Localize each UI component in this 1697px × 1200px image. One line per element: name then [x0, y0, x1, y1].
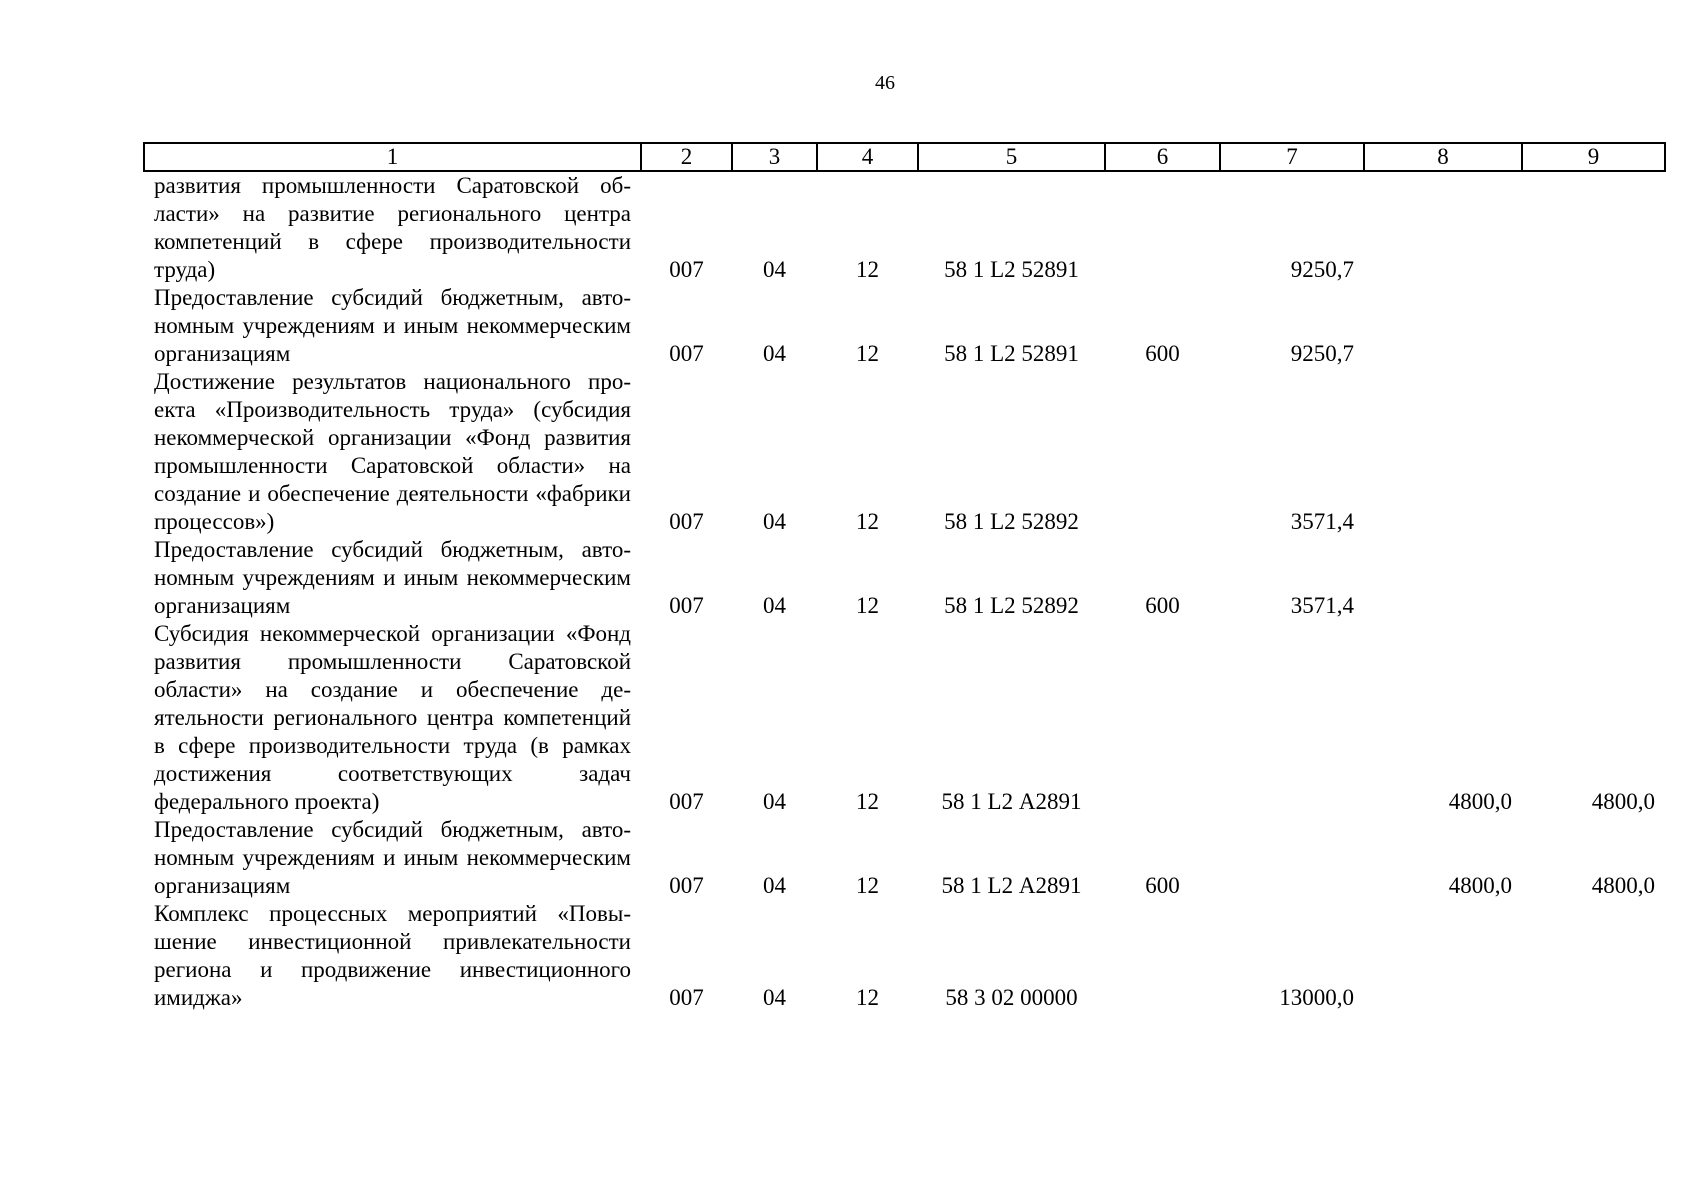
header-col-2: 2 [641, 143, 732, 171]
cell-subsection: 12 [856, 593, 879, 618]
cell-ministry-code: 007 [669, 341, 704, 366]
cell-ministry-code: 007 [669, 509, 704, 534]
cell-amount-col7: 3571,4 [1290, 509, 1354, 534]
row-description: Комплекс процессных мероприятий «Повышение инвестиционной привлекательности региона и продвижение инвестиционного имиджа» [154, 901, 631, 1010]
cell-amount-col9 [1522, 368, 1665, 536]
header-col-1: 1 [144, 143, 641, 171]
header-col-8: 8 [1364, 143, 1522, 171]
cell-section: 04 [763, 985, 786, 1010]
cell-section: 04 [763, 341, 786, 366]
cell-amount-col7: 3571,4 [1290, 593, 1354, 618]
header-col-6: 6 [1105, 143, 1220, 171]
row-description: Достижение результатов национального проекта «Производительность труда» (субсидия некоммерческой организации «Фонд развития промышленности Саратовской области» на создание и обеспечение деятельности «фабрики процессов») [154, 369, 631, 534]
cell-expense-type [1105, 620, 1220, 816]
cell-subsection: 12 [856, 873, 879, 898]
cell-amount-col7: 13000,0 [1279, 985, 1354, 1010]
cell-subsection: 12 [856, 257, 879, 282]
cell-amount-col7 [1220, 816, 1364, 900]
cell-target-article: 58 1 L2 52892 [944, 593, 1079, 618]
cell-amount-col9 [1522, 536, 1665, 620]
cell-amount-col8 [1364, 284, 1522, 368]
cell-amount-col8: 4800,0 [1448, 873, 1512, 898]
cell-amount-col8 [1364, 900, 1522, 1012]
row-description: Субсидия некоммерческой организации «Фонд развития промышленности Саратовской области» на создание и обеспечение деятельности регионального центра компетенций в сфере производительности труда (в рамках достижения соответствующих задач федерального проекта) [154, 621, 631, 814]
cell-section: 04 [763, 873, 786, 898]
table-row [144, 284, 1665, 368]
cell-amount-col9: 4800,0 [1591, 789, 1655, 814]
cell-ministry-code: 007 [669, 257, 704, 282]
table-row [144, 900, 1665, 1012]
cell-amount-col9 [1522, 900, 1665, 1012]
cell-amount-col8 [1364, 368, 1522, 536]
cell-target-article: 58 1 L2 А2891 [941, 873, 1082, 898]
cell-target-article: 58 1 L2 А2891 [941, 789, 1082, 814]
cell-expense-type: 600 [1145, 873, 1180, 898]
cell-expense-type: 600 [1145, 593, 1180, 618]
cell-amount-col7: 9250,7 [1290, 341, 1354, 366]
cell-amount-col8 [1364, 171, 1522, 284]
cell-subsection: 12 [856, 509, 879, 534]
cell-ministry-code: 007 [669, 873, 704, 898]
table-row [144, 368, 1665, 536]
header-col-5: 5 [918, 143, 1105, 171]
cell-ministry-code: 007 [669, 593, 704, 618]
cell-section: 04 [763, 257, 786, 282]
table-row [144, 536, 1665, 620]
cell-expense-type [1105, 171, 1220, 284]
row-description: Предоставление субсидий бюджетным, автономным учреждениям и иным некоммерческим организациям [154, 285, 631, 366]
page-number: 46 [875, 72, 895, 94]
cell-amount-col9 [1522, 171, 1665, 284]
header-row [144, 143, 1665, 171]
cell-subsection: 12 [856, 985, 879, 1010]
header-col-7: 7 [1220, 143, 1364, 171]
table-row [144, 816, 1665, 900]
table-row [144, 620, 1665, 816]
cell-target-article: 58 1 L2 52892 [944, 509, 1079, 534]
row-description: Предоставление субсидий бюджетным, автономным учреждениям и иным некоммерческим организациям [154, 537, 631, 618]
cell-section: 04 [763, 789, 786, 814]
cell-ministry-code: 007 [669, 985, 704, 1010]
cell-amount-col7 [1220, 620, 1364, 816]
header-col-9: 9 [1522, 143, 1665, 171]
header-col-4: 4 [817, 143, 918, 171]
cell-amount-col7: 9250,7 [1290, 257, 1354, 282]
cell-expense-type [1105, 368, 1220, 536]
cell-target-article: 58 3 02 00000 [945, 985, 1078, 1010]
cell-subsection: 12 [856, 789, 879, 814]
cell-amount-col9: 4800,0 [1591, 873, 1655, 898]
cell-amount-col8 [1364, 536, 1522, 620]
cell-amount-col9 [1522, 284, 1665, 368]
cell-section: 04 [763, 593, 786, 618]
budget-table [143, 142, 1666, 1012]
cell-amount-col8: 4800,0 [1448, 789, 1512, 814]
cell-expense-type: 600 [1145, 341, 1180, 366]
row-description: развития промышленности Саратовской области» на развитие регионального центра компетенций в сфере производительности труда) [154, 173, 631, 282]
header-col-3: 3 [732, 143, 817, 171]
cell-ministry-code: 007 [669, 789, 704, 814]
cell-subsection: 12 [856, 341, 879, 366]
cell-target-article: 58 1 L2 52891 [944, 257, 1079, 282]
cell-target-article: 58 1 L2 52891 [944, 341, 1079, 366]
row-description: Предоставление субсидий бюджетным, автономным учреждениям и иным некоммерческим организациям [154, 817, 631, 898]
cell-section: 04 [763, 509, 786, 534]
table-row [144, 171, 1665, 284]
cell-expense-type [1105, 900, 1220, 1012]
